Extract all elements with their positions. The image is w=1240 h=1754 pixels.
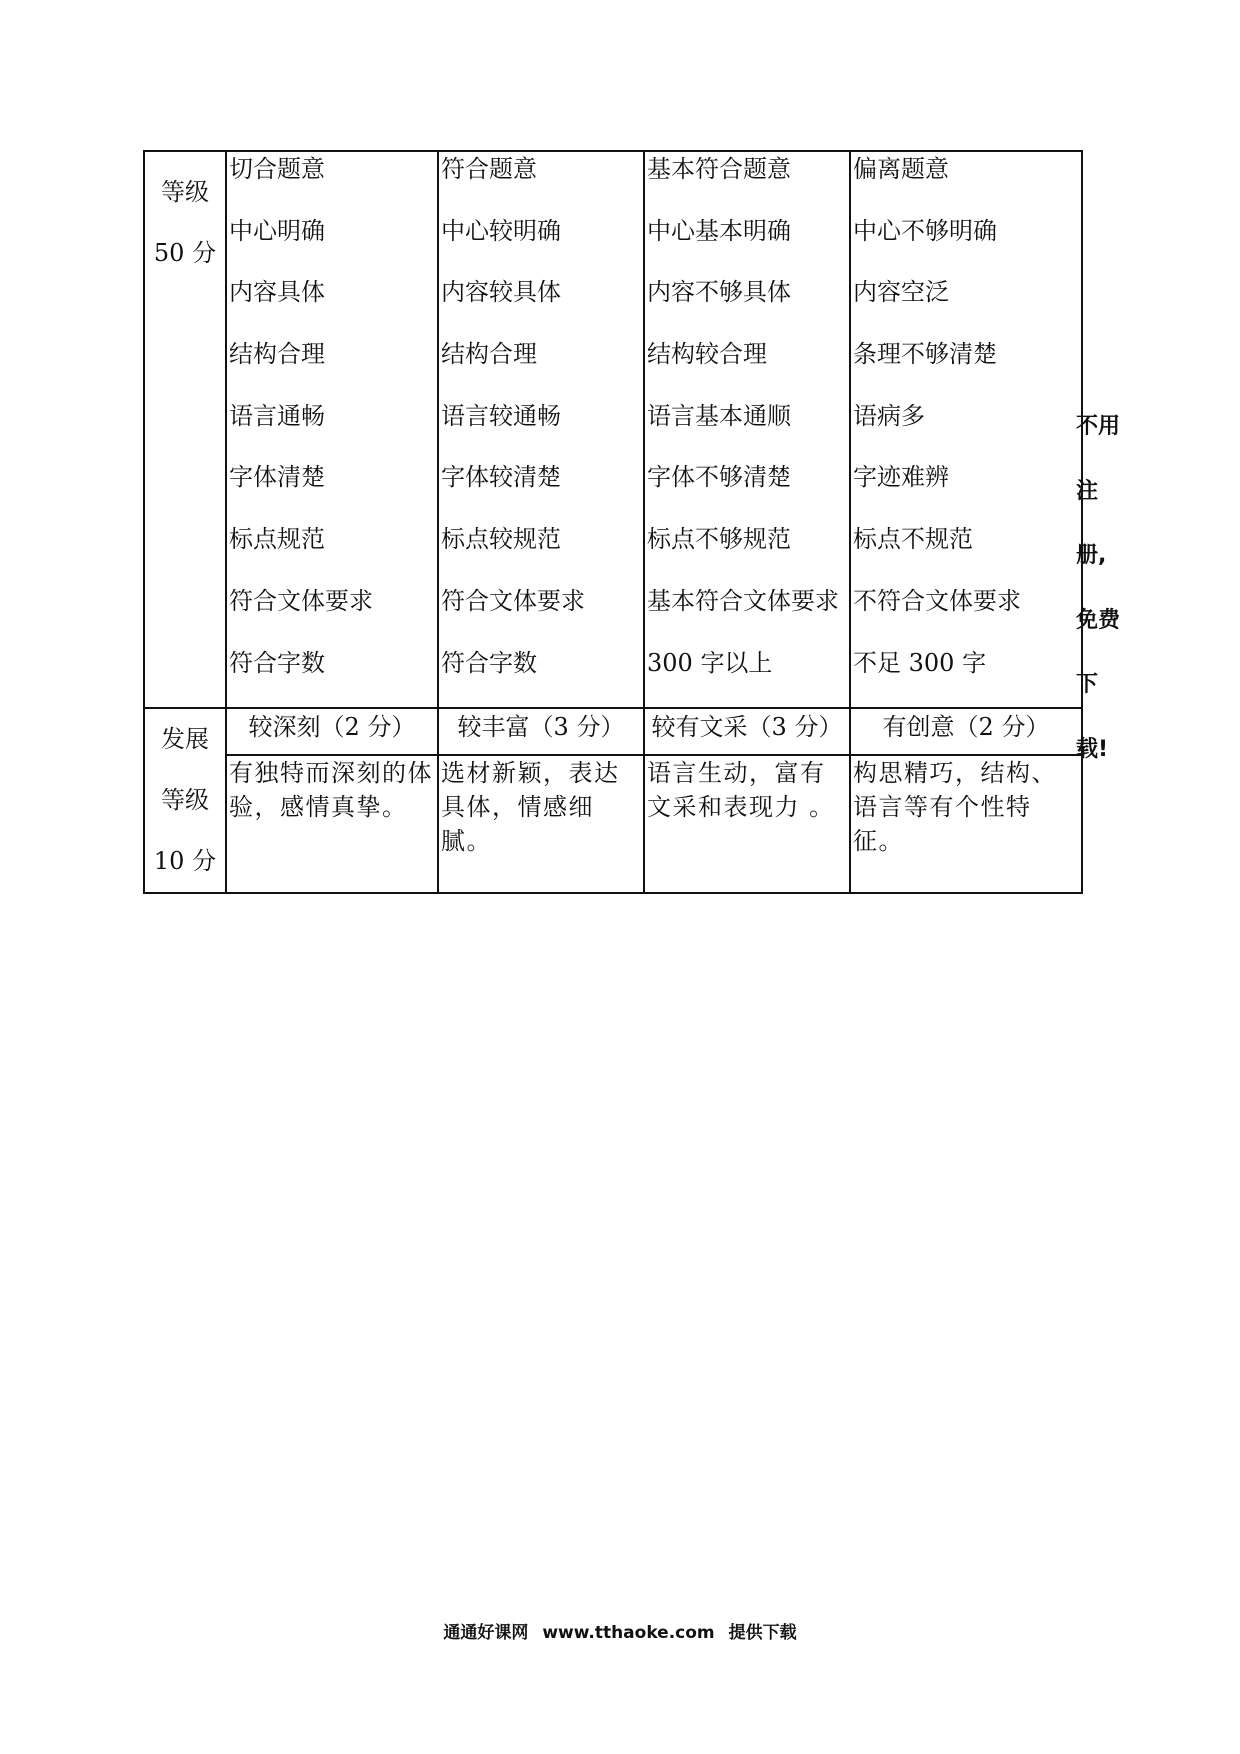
dev-header: 有创意（2 分） [850,708,1082,755]
criterion: 偏离题意 [853,155,949,183]
basic-level-row [144,151,1082,708]
footer-provide: 提供下载 [728,1623,797,1643]
criterion: 内容较具体 [441,278,561,307]
criterion: 符合文体要求 [229,586,373,615]
level-label-line: 发展 [161,725,209,754]
criteria-col-4 [850,151,1082,708]
level-label-line: 等级 [161,786,209,815]
criterion: 不足 300 字 [853,648,987,677]
dev-header: 较深刻（2 分） [226,708,438,755]
side-note [1076,410,1146,797]
criterion: 标点较规范 [441,525,561,554]
criteria-col-3 [644,151,850,708]
criterion: 字迹难辨 [853,463,949,492]
level-label-line: 等级 [161,178,209,206]
criterion: 语言基本通顺 [647,401,791,430]
criterion: 不符合文体要求 [853,586,1021,615]
footer-url[interactable]: www.tthaoke.com [542,1623,715,1643]
criterion: 符合字数 [441,648,537,677]
criterion: 基本符合文体要求 [647,586,839,615]
development-level-label [144,708,226,893]
dev-header: 较有文采（3 分） [644,708,850,755]
side-note-line: 下 [1076,672,1099,697]
criterion: 语病多 [853,401,925,430]
criterion: 结构合理 [441,340,537,369]
side-note-line: 免费 [1076,607,1121,633]
criteria-col-2 [438,151,644,708]
criterion: 300 字以上 [647,648,773,677]
criterion: 符合题意 [441,155,537,183]
criterion: 中心基本明确 [647,216,791,245]
dev-desc: 语言生动，富有文采和表现力 。 [644,755,850,893]
grading-table [143,150,1083,894]
criterion: 中心较明确 [441,216,561,245]
level-label-line: 50 分 [153,239,217,267]
level-label-line: 10 分 [153,847,217,876]
criterion: 符合文体要求 [441,586,585,615]
criterion: 标点规范 [229,525,325,554]
criterion: 切合题意 [229,155,325,183]
side-note-line: 注 [1076,478,1099,504]
criterion: 字体不够清楚 [647,463,791,492]
criterion: 字体清楚 [229,463,325,492]
dev-desc: 选材新颖，表达具体，情感细腻。 [438,755,644,893]
criterion: 中心不够明确 [853,216,997,245]
criterion: 结构较合理 [647,340,767,369]
criterion: 语言通畅 [229,401,325,430]
criteria-col-1 [226,151,438,708]
criterion: 字体较清楚 [441,463,561,492]
side-note-line: 册, [1076,543,1107,568]
criterion: 符合字数 [229,648,325,677]
development-header-row [144,708,1082,755]
criterion: 语言较通畅 [441,401,561,430]
criterion: 中心明确 [229,216,325,245]
criterion: 内容空泛 [853,278,949,307]
criterion: 内容具体 [229,278,325,307]
criterion: 内容不够具体 [647,278,791,307]
criterion: 标点不规范 [853,525,973,554]
criterion: 标点不够规范 [647,525,791,554]
basic-level-label [144,151,226,708]
criterion: 基本符合题意 [647,155,791,183]
side-note-line: 载! [1076,736,1109,762]
development-desc-row [144,755,1082,893]
side-note-line: 不用 [1076,414,1121,439]
dev-desc: 构思精巧，结构、语言等有个性特征。 [850,755,1082,893]
dev-desc: 有独特而深刻的体验，感情真挚。 [226,755,438,893]
dev-header: 较丰富（3 分） [438,708,644,755]
criterion: 条理不够清楚 [853,340,997,369]
criterion: 结构合理 [229,340,325,369]
footer-site-name: 通通好课网 [443,1623,529,1643]
page-footer [0,1618,1240,1643]
